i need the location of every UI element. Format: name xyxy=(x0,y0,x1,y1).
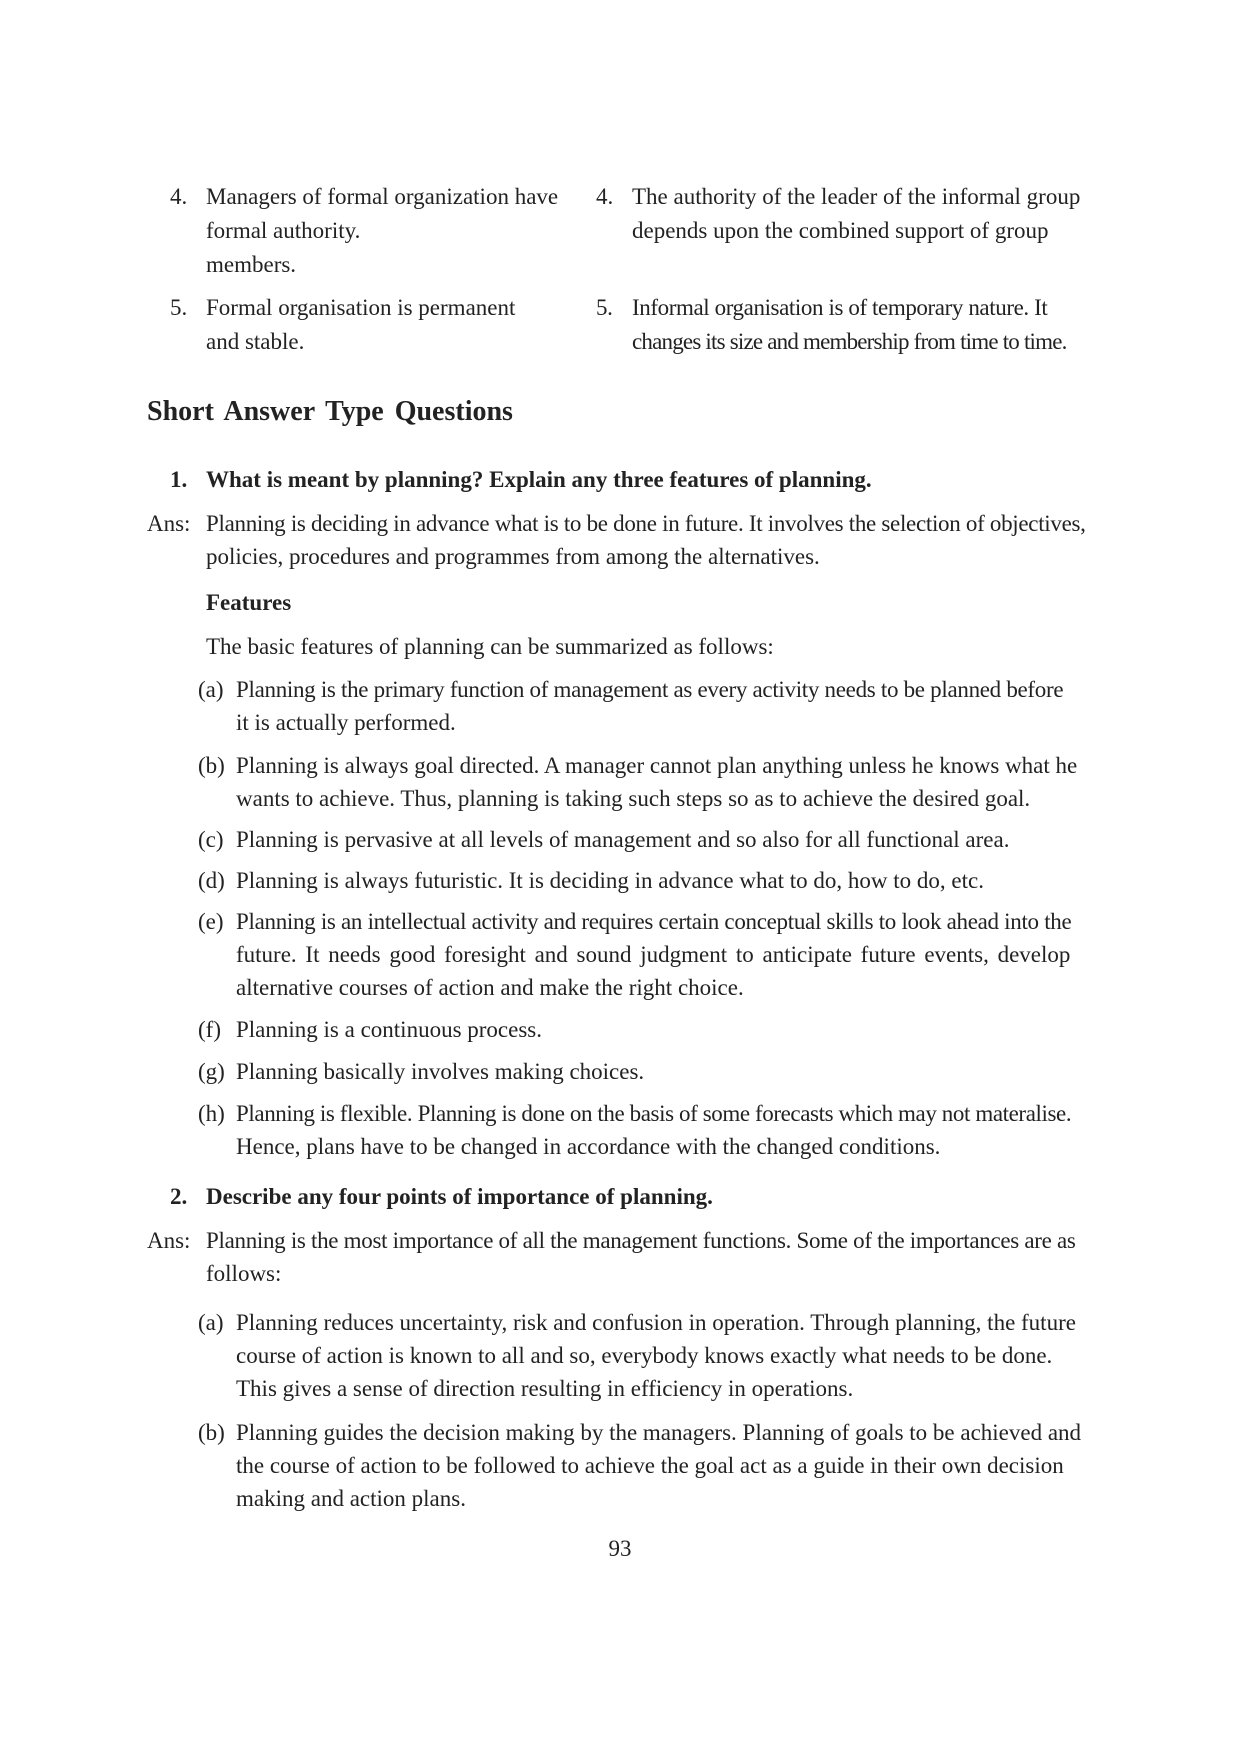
text-line: Hence, plans have to be changed in accordance with the changed conditions. xyxy=(236,1134,941,1159)
subheading: Features xyxy=(206,590,292,615)
feature-item xyxy=(198,864,1092,897)
text-line: Planning is flexible. Planning is done on the basis of some forecasts which may not materalise. xyxy=(236,1101,1072,1126)
text-line: policies, procedures and programmes from among the alternatives. xyxy=(206,544,820,569)
item-marker: (e) xyxy=(198,909,224,934)
feature-item xyxy=(198,1097,1092,1163)
text-line: Formal organisation is permanent xyxy=(206,295,516,320)
question-text: Describe any four points of importance of planning. xyxy=(206,1184,713,1209)
formal-point xyxy=(170,180,606,282)
item-marker: (d) xyxy=(198,868,225,893)
text-line: Planning is deciding in advance what is to be done in future. It involves the selection of objectives, xyxy=(206,511,1086,536)
text-line: The authority of the leader of the informal group xyxy=(632,184,1081,209)
text-line: Planning is the most importance of all the management functions. Some of the importances are as xyxy=(206,1228,1076,1253)
text-line: Planning is the primary function of management as every activity needs to be planned before xyxy=(236,677,1064,702)
question-number: 1. xyxy=(170,467,188,492)
text-line: future. It needs good foresight and sound judgment to anticipate future events, develop xyxy=(236,942,1071,967)
item-marker: (b) xyxy=(198,753,225,778)
text-line: making and action plans. xyxy=(236,1486,466,1511)
text-line: Planning reduces uncertainty, risk and confusion in operation. Through planning, the future xyxy=(236,1310,1076,1335)
item-marker: (b) xyxy=(198,1420,225,1445)
point-number: 4. xyxy=(596,184,614,209)
text-line: alternative courses of action and make the right choice. xyxy=(236,975,744,1000)
point-number: 5. xyxy=(596,295,613,320)
text-line: Planning guides the decision making by the managers. Planning of goals to be achieved and xyxy=(236,1420,1082,1445)
feature-item xyxy=(198,905,1092,1004)
text-line: Planning is always goal directed. A manager cannot plan anything unless he knows what he xyxy=(236,753,1078,778)
feature-item xyxy=(198,823,1092,856)
item-marker: (c) xyxy=(198,827,224,852)
question-number: 2. xyxy=(170,1184,188,1209)
text-line: follows: xyxy=(206,1261,282,1286)
answer-paragraph xyxy=(206,1224,1092,1290)
feature-item xyxy=(198,1013,1092,1046)
text-line: formal authority. xyxy=(206,218,361,243)
question xyxy=(170,463,872,497)
question-text: What is meant by planning? Explain any three features of planning. xyxy=(206,467,872,492)
answer-label: Ans: xyxy=(147,1228,191,1253)
informal-point xyxy=(596,291,1112,359)
section-heading: Short Answer Type Questions xyxy=(147,396,513,427)
item-marker: (a) xyxy=(198,1310,224,1335)
text-line: changes its size and membership from time to time. xyxy=(632,329,1067,354)
answer-paragraph xyxy=(206,507,1092,573)
text-line: depends upon the combined support of group xyxy=(632,218,1049,243)
text-line: Planning is an intellectual activity and requires certain conceptual skills to look ahead into the xyxy=(236,909,1072,934)
item-marker: (g) xyxy=(198,1059,225,1084)
text-line: the course of action to be followed to achieve the goal act as a guide in their own decision xyxy=(236,1453,1064,1478)
importance-item xyxy=(198,1416,1092,1515)
text-line: Informal organisation is of temporary nature. It xyxy=(632,295,1048,320)
text-line: Planning is a continuous process. xyxy=(236,1017,542,1042)
point-number: 4. xyxy=(170,184,188,209)
text-line: and stable. xyxy=(206,329,305,354)
feature-item xyxy=(198,673,1092,739)
text-line: it is actually performed. xyxy=(236,710,456,735)
text-line: Planning is always futuristic. It is deciding in advance what to do, how to do, etc. xyxy=(236,868,984,893)
text-line: This gives a sense of direction resulting in efficiency in operations. xyxy=(236,1376,854,1401)
point-number: 5. xyxy=(170,295,188,320)
text-line: wants to achieve. Thus, planning is taking such steps so as to achieve the desired goal. xyxy=(236,786,1031,811)
feature-item xyxy=(198,1055,1092,1088)
text-line: members. xyxy=(206,252,297,277)
text-line: Managers of formal organization have xyxy=(206,184,559,209)
formal-point xyxy=(170,291,606,359)
text-line: Planning basically involves making choices. xyxy=(236,1059,645,1084)
text-line: Planning is pervasive at all levels of management and so also for all functional area. xyxy=(236,827,1010,852)
feature-item xyxy=(198,749,1092,815)
page-number: 93 xyxy=(608,1536,632,1561)
intro-text: The basic features of planning can be summarized as follows: xyxy=(206,634,774,659)
text-line: course of action is known to all and so, everybody knows exactly what needs to be done. xyxy=(236,1343,1053,1368)
answer-label: Ans: xyxy=(147,511,191,536)
item-marker: (a) xyxy=(198,677,224,702)
item-marker: (h) xyxy=(198,1101,225,1126)
item-marker: (f) xyxy=(198,1017,221,1042)
informal-point xyxy=(596,180,1092,248)
importance-item xyxy=(198,1306,1092,1405)
question xyxy=(170,1180,713,1214)
